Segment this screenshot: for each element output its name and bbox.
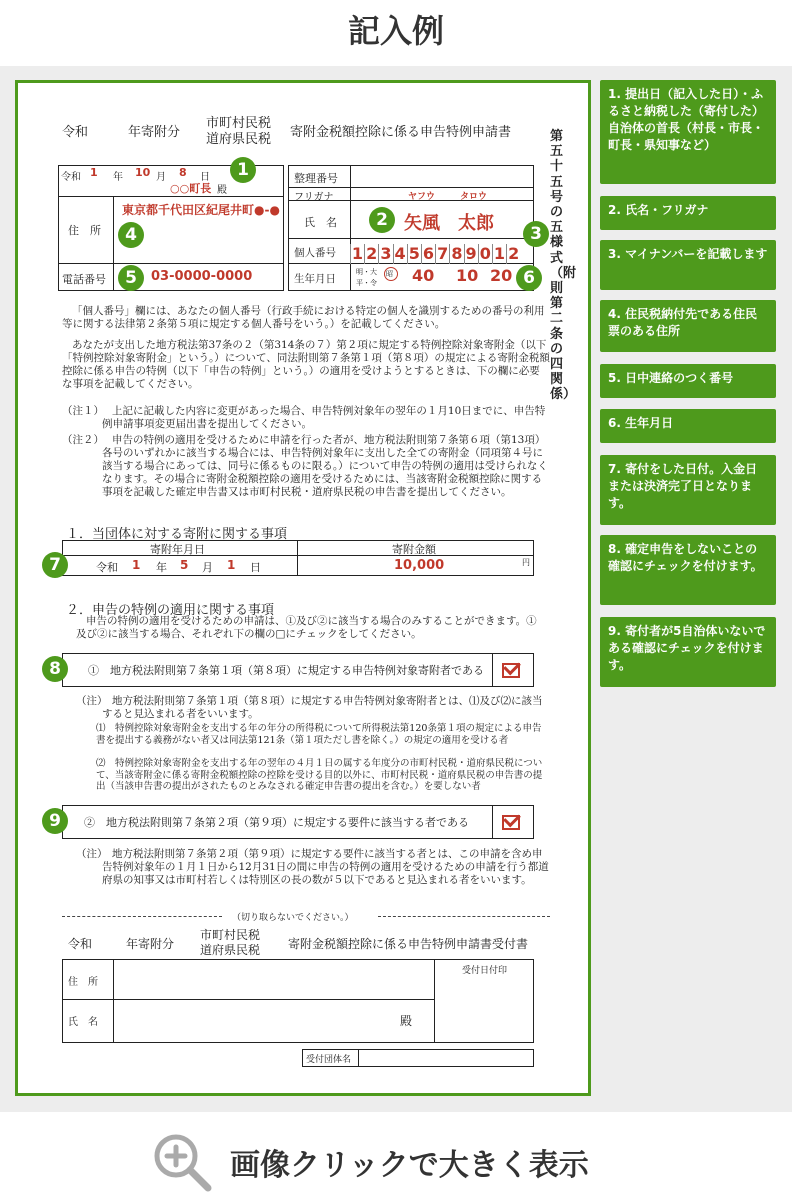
kojin-digit[interactable]: 1 <box>351 244 364 263</box>
kojin-digit[interactable]: 0 <box>479 244 491 263</box>
receipt-title: 寄附金税額控除に係る申告特例申請書受付書 <box>288 937 529 951</box>
sidebar-note-3: 3. マイナンバーを記載します <box>600 240 776 290</box>
note-b-label: （注） <box>76 848 108 860</box>
sec1-yen: 円 <box>522 558 530 567</box>
para-tokurei: あなたが支出した地方税法第37条の２（第314条の７）第２項に規定する特例控除対象寄附金（以下「特例控除対象寄附金」という。）について、同法附則第７条第１項（第８項）の規定による寄附金税額控除に係る申告の特例（以下「申告の特例」という。）の適用を受けようとするときは、下の欄に必要な事項を記載してください。 <box>62 339 550 390</box>
sidebar-note-4: 4. 住民税納付先である住民票のある住所 <box>600 300 776 352</box>
marker-3: 3 <box>523 221 549 247</box>
form-number-vertical: 第五十五号の五様式（附則第二条の四関係） <box>550 129 577 403</box>
marker-2: 2 <box>369 207 395 233</box>
item2-text: ② 地方税法附則第７条第２項（第９項）に規定する要件に該当する者である <box>84 816 469 829</box>
sec2-title: ２．申告の特例の適用に関する事項 <box>66 603 275 618</box>
header-reiwa: 令和 <box>62 125 89 140</box>
item1-text: ① 地方税法附則第７条第１項（第８項）に規定する申告特例対象寄附者である <box>88 664 484 677</box>
birth-year[interactable]: 40 <box>412 266 435 285</box>
label-seiri: 整理番号 <box>294 172 338 185</box>
item2-checkbox[interactable] <box>502 815 520 830</box>
kojin-digit[interactable]: 4 <box>394 244 406 263</box>
date-year-label: 年 <box>113 172 123 183</box>
marker-1: 1 <box>230 157 256 183</box>
date-day-label: 日 <box>200 172 210 183</box>
sec2-intro: 申告の特例の適用を受けるための申請は、①及び②に該当する場合のみすることができます。①及び②に該当する場合、それぞれ下の欄の□にチェックをしてください。 <box>76 615 537 640</box>
sidebar-note-8: 8. 確定申告をしないことの確認にチェックを付けます。 <box>600 535 776 605</box>
cut-line-text: （切り取らないでください。） <box>232 913 354 923</box>
note-a-sub2: ⑵ 特例控除対象寄附金を支出する年の翌年の４月１日の属する年度分の市町村民税・道府県民税について、当該寄附金に係る寄附金税額控除の控除を受ける目的以外に、市町村民税・道府県民税の申告書の提出（当該申告書の提出がされたものとみなされる確定申告書の提出を含む。）を要しない者 <box>96 758 543 792</box>
sidebar-note-5: 5. 日中連絡のつく番号 <box>600 364 776 398</box>
header-tax1: 市町村民税 <box>206 116 272 131</box>
marker-5: 5 <box>118 265 144 291</box>
date-year-value[interactable]: 1 <box>90 166 98 179</box>
date-reiwa: 令和 <box>61 172 81 183</box>
kojin-digit[interactable]: 1 <box>493 244 506 263</box>
receipt-dantai-label: 受付団体名 <box>306 1055 352 1065</box>
note-a-sub1: ⑴ 特例控除対象寄附金を支出する年の年分の所得税について所得税法第120条第１項の規定による申告書を提出する義務がない者又は同法第121条（第１項ただし書を除く。）の規定の適用を受ける者 <box>96 723 542 746</box>
note1-label: （注１） <box>62 405 104 417</box>
label-address: 住 所 <box>68 224 101 237</box>
receipt-reiwa: 令和 <box>68 937 93 951</box>
sec1-reiwa: 令和 <box>96 561 118 574</box>
sec1-month-label: 月 <box>202 561 213 574</box>
label-furigana: フリガナ <box>294 192 334 203</box>
addressee-dono: 殿 <box>217 185 227 196</box>
sidebar-note-6: 6. 生年月日 <box>600 409 776 443</box>
receipt-dono: 殿 <box>400 1014 413 1028</box>
sec1-amount-value[interactable]: 10,000 <box>394 558 445 573</box>
sec1-day-value[interactable]: 1 <box>227 558 236 572</box>
sidebar-note-2: 2. 氏名・フリガナ <box>600 196 776 230</box>
name-value[interactable]: 矢風 太郎 <box>404 213 494 234</box>
label-kojin: 個人番号 <box>294 247 336 259</box>
kojin-digit[interactable]: 9 <box>465 244 477 263</box>
kojin-digit[interactable]: 2 <box>366 244 378 263</box>
marker-6: 6 <box>516 265 542 291</box>
kojin-digit[interactable]: 6 <box>422 244 435 263</box>
receipt-tax2: 道府県民税 <box>200 943 261 957</box>
sec1-year-label: 年 <box>156 561 167 574</box>
sec1-year-value[interactable]: 1 <box>132 558 141 572</box>
kojin-digit[interactable]: 7 <box>437 244 449 263</box>
note-b-text: 地方税法附則第７条第２項（第９項）に規定する要件に該当する者とは、この申請を含め申告特例対象年の１月１日から12月31日の間に申告の特例の適用を受けるための申請を行う都道府県の知事又は市町村若しくは特別区の長の数が５以下であると見込まれる者をいいます。 <box>102 848 549 886</box>
sec1-day-label: 日 <box>250 561 261 574</box>
furigana-sei[interactable]: ヤフウ <box>408 192 436 202</box>
receipt-tax1: 市町村民税 <box>200 928 261 942</box>
label-birth: 生年月日 <box>294 273 336 285</box>
note-a-text: 地方税法附則第７条第１項（第８項）に規定する申告特例対象寄附者とは、⑴及び⑵に該当すると見込まれる者をいいます。 <box>102 695 543 720</box>
label-phone: 電話番号 <box>62 273 106 286</box>
sec1-month-value[interactable]: 5 <box>180 558 189 572</box>
kojin-digit[interactable]: 2 <box>508 244 520 263</box>
date-month-label: 月 <box>156 172 166 183</box>
zoom-link[interactable] <box>150 1130 670 1190</box>
phone-value[interactable]: 03-0000-0000 <box>151 269 253 284</box>
birth-month[interactable]: 10 <box>456 266 479 285</box>
sec1-col-date: 寄附年月日 <box>150 543 205 556</box>
page-heading: 記入例 <box>347 12 444 50</box>
label-name: 氏 名 <box>304 216 337 229</box>
header-tax2: 道府県民税 <box>206 132 272 147</box>
marker-4: 4 <box>118 222 144 248</box>
date-day-value[interactable]: 8 <box>179 166 187 179</box>
era-top: 明・大 <box>356 268 377 276</box>
note2-label: （注２） <box>62 434 104 446</box>
sec1-col-amount: 寄附金額 <box>392 543 436 556</box>
sidebar-note-9: 9. 寄付者が5自治体いないである確認にチェックを付けます。 <box>600 617 776 687</box>
item1-checkbox[interactable] <box>502 663 520 678</box>
address-value[interactable]: 東京都千代田区紀尾井町●-● <box>122 203 280 217</box>
zoom-label: 画像クリックで大きく表示 <box>230 1148 589 1183</box>
receipt-year-kifu: 年寄附分 <box>126 937 175 951</box>
marker-9: 9 <box>42 808 68 834</box>
birth-day[interactable]: 20 <box>490 266 513 285</box>
era-bottom: 平・令 <box>356 279 377 287</box>
note-a-label: （注） <box>76 695 108 707</box>
para-kojin: 「個人番号」欄には、あなたの個人番号（行政手続における特定の個人を識別するための番号の利用等に関する法律第２条第５項に規定する個人番号をいう。）を記載してください。 <box>62 305 545 330</box>
sidebar-note-7: 7. 寄付をした日付。入金日または決済完了日となります。 <box>600 455 776 525</box>
receipt-label-name: 氏 名 <box>68 1017 98 1028</box>
receipt-stamp-label: 受付日付印 <box>462 966 508 976</box>
sec1-title: １．当団体に対する寄附に関する事項 <box>66 527 288 542</box>
receipt-label-address: 住 所 <box>68 977 98 988</box>
furigana-mei[interactable]: タロウ <box>460 192 488 202</box>
kojin-digit[interactable]: 8 <box>451 244 463 263</box>
zoom-in-icon <box>150 1130 214 1194</box>
addressee-value[interactable]: ○○町長 <box>170 182 212 195</box>
marker-7: 7 <box>42 552 68 578</box>
sidebar-note-1: 1. 提出日（記入した日）・ふるさと納税した（寄付した）自治体の首長（村長・市長・町長・県知事など） <box>600 80 776 184</box>
date-month-value[interactable]: 10 <box>135 166 151 179</box>
kojin-digit[interactable]: 5 <box>408 244 420 263</box>
note1-text: 上記に記載した内容に変更があった場合、申告特例対象年の翌年の１月10日までに、申告特例申請事項変更届出書を提出してください。 <box>102 405 546 430</box>
era-showa[interactable]: 昭 <box>386 270 393 278</box>
marker-8: 8 <box>42 656 68 682</box>
header-year-kifu: 年寄附分 <box>128 125 181 140</box>
application-form[interactable] <box>15 80 591 1096</box>
note2-text: 申告の特例の適用を受けるために申請を行った者が、地方税法附則第７条第６項（第13項）各号のいずれかに該当する場合には、申告特例対象年に支出した全ての寄附金（同項第４号に該当する場合にあっては、同号に係るものに限る。）について申告の特例の適用は受けられなくなります。その場合に寄附金税額控除の適用を受けるためには、当該寄附金税額控除に関する事項を記載した確定申告書又は市町村民税・道府県民税の申告書を提出してください。 <box>102 434 548 498</box>
form-title: 寄附金税額控除に係る申告特例申請書 <box>290 125 512 140</box>
kojin-digit[interactable]: 3 <box>380 244 392 263</box>
